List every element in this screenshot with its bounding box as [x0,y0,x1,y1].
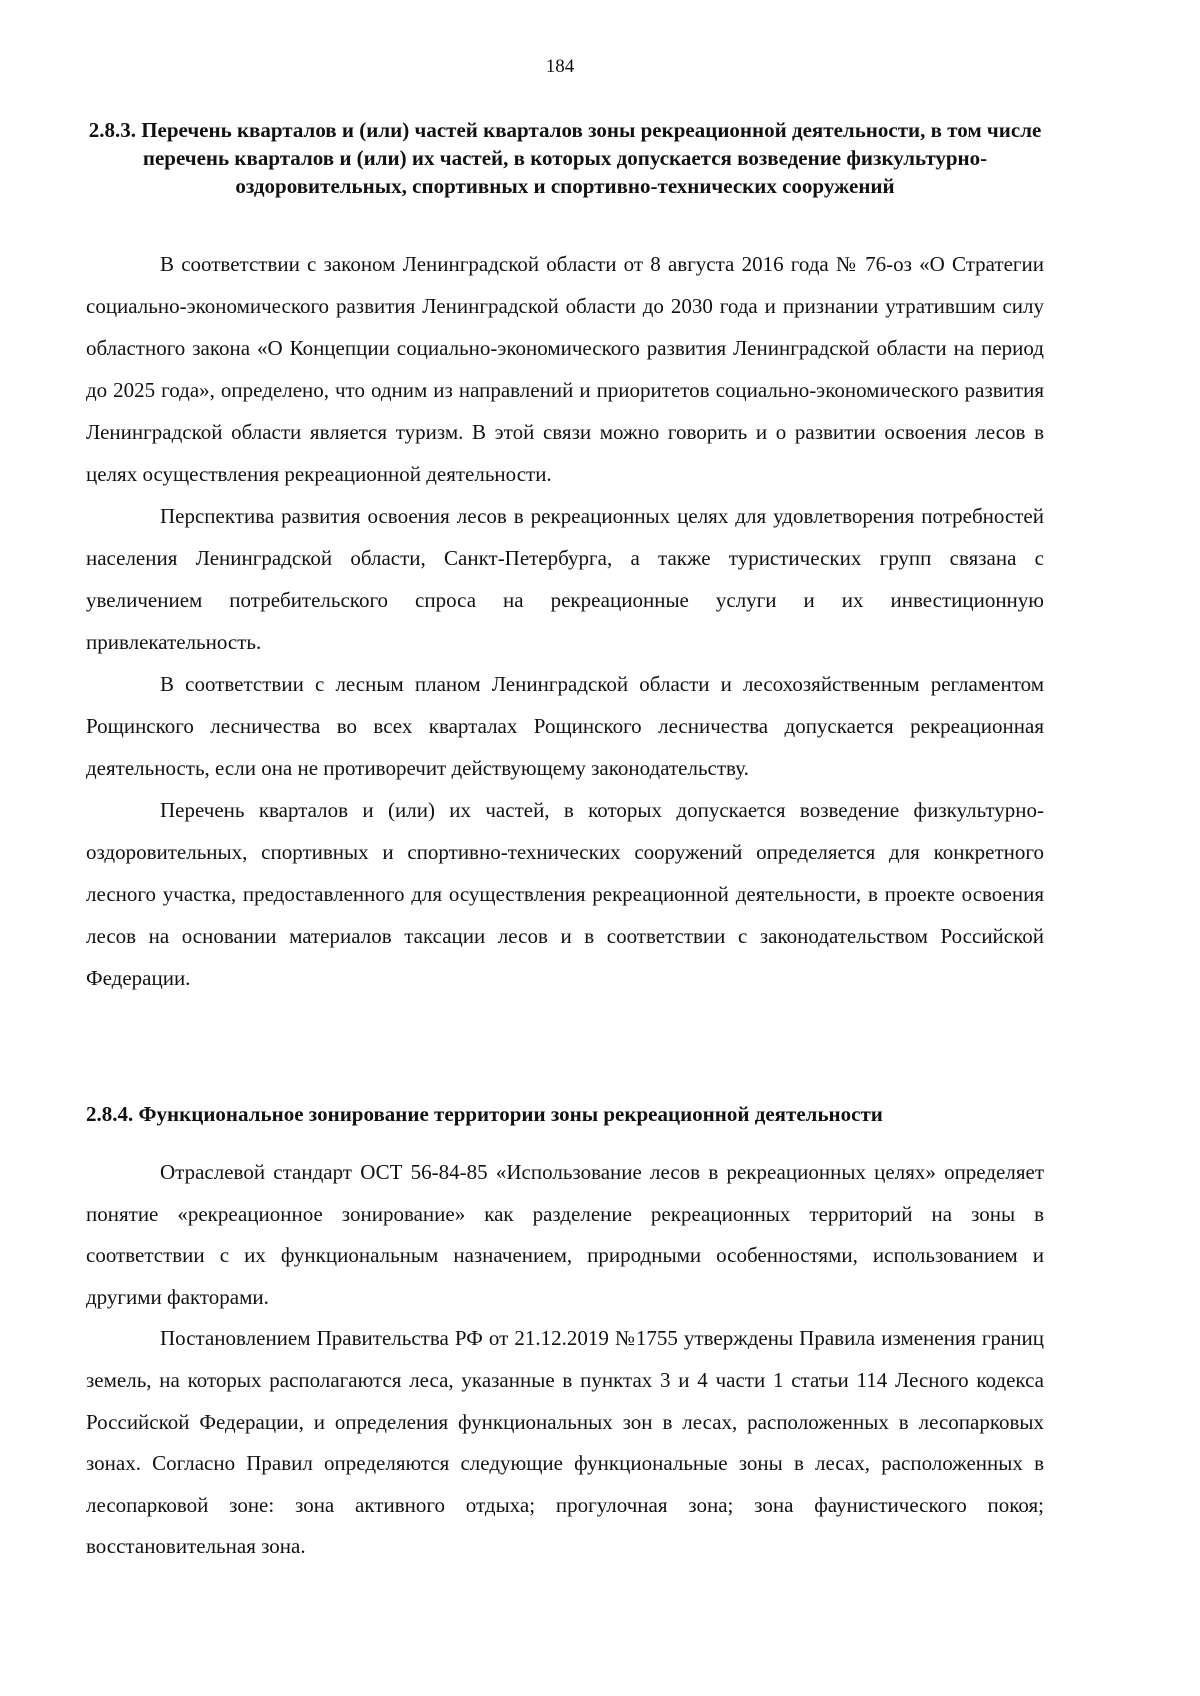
paragraph: Постановлением Правительства РФ от 21.12.2019 №1755 утверждены Правила изменения границ земель, на которых располагаются леса, указанные в пунктах 3 и 4 части 1 статьи 114 Лесного кодекса Российской Федерации, и определения функциональных зон в лесах, расположенных в лесопарковых зонах. Согласно Правил определяются следующие функциональные зоны в лесах, расположенных в лесопарковой зоне: зона активного отдыха; прогулочная зона; зона фаунистического покоя; восстановительная зона. [86,1326,1044,1559]
paragraph: В соответствии с законом Ленинградской области от 8 августа 2016 года № 76-оз «О Стратегии социально-экономического развития Ленинградской области до 2030 года и признании утратившим силу областного закона «О Концепции социально-экономического развития Ленинградской области на период до 2025 года», определено, что одним из направлений и приоритетов социально-экономического развития Ленинградской области является туризм. В этой связи можно говорить и о развитии освоения лесов в целях осуществления рекреационной деятельности. [86,252,1044,486]
section-heading-2-8-3: 2.8.3. Перечень кварталов и (или) частей кварталов зоны рекреационной деятельности, в том числе перечень кварталов и (или) их частей, в которых допускается возведение физкультурно-оздоровительных, спортивных и спортивно-технических сооружений [88,118,1042,198]
paragraph: Перечень кварталов и (или) их частей, в которых допускается возведение физкультурно-оздоровительных, спортивных и спортивно-технических сооружений определяется для конкретного лесного участка, предоставленного для осуществления рекреационной деятельности, в проекте освоения лесов на основании материалов таксации лесов и в соответствии с законодательством Российской Федерации. [86,798,1044,990]
section-2-8-4-body [86,1152,1044,1568]
section-heading-2-8-4: 2.8.4. Функциональное зонирование территории зоны рекреационной деятельности [86,1102,883,1126]
page-number: 184 [545,56,575,77]
paragraph: Перспектива развития освоения лесов в рекреационных целях для удовлетворения потребностей населения Ленинградской области, Санкт-Петербурга, а также туристических групп связана с увеличением потребительского спроса на рекреационные услуги и их инвестиционную привлекательность. [86,504,1044,654]
paragraph: В соответствии с лесным планом Ленинградской области и лесохозяйственным регламентом Рощинского лесничества во всех кварталах Рощинского лесничества допускается рекреационная деятельность, если она не противоречит действующему законодательству. [86,672,1044,780]
paragraph: Отраслевой стандарт ОСТ 56-84-85 «Использование лесов в рекреационных целях» определяет понятие «рекреационное зонирование» как разделение рекреационных территорий на зоны в соответствии с их функциональным назначением, природными особенностями, использованием и другими факторами. [86,1160,1044,1309]
section-2-8-3-body [86,243,1044,999]
